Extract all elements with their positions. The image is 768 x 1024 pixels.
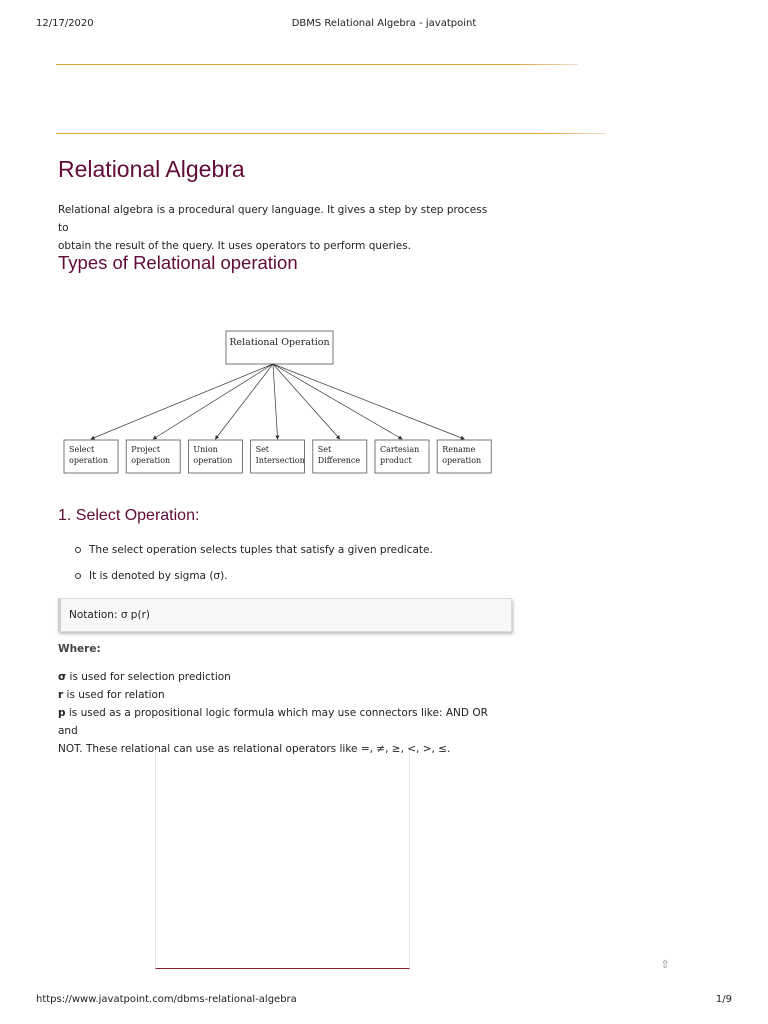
operation-node-label: Set: [255, 445, 270, 454]
connector-arrow: [153, 364, 273, 439]
r-definition: [58, 686, 498, 704]
operation-node-label: Select: [69, 445, 95, 454]
p-definition-cont: NOT. These relational can use as relational operators like =, ≠, ≥, <, >, ≤.: [58, 743, 451, 755]
intro-line-1: Relational algebra is a procedural query language. It gives a step by step process to: [58, 204, 488, 234]
embedded-image-frame: [155, 750, 410, 969]
header-divider: [56, 133, 606, 134]
page-title: Relational Algebra: [58, 156, 245, 182]
operation-node-label: Set: [317, 445, 332, 454]
notation-box: [58, 598, 512, 632]
bullet-icon: [75, 547, 81, 553]
bullet-item: [74, 543, 494, 557]
connector-arrow: [273, 364, 464, 439]
intro-paragraph: [58, 201, 498, 255]
intro-line-2: obtain the result of the query. It uses operators to perform queries.: [58, 240, 412, 252]
select-operation-heading: 1. Select Operation:: [58, 507, 200, 524]
p-text: is used as a propositional logic formula which may use connectors like: AND OR and: [58, 707, 488, 737]
connector-arrow: [91, 364, 273, 439]
definitions: [58, 668, 498, 758]
sigma-symbol: σ: [58, 671, 67, 683]
connector-arrow: [273, 364, 402, 439]
operation-node-label: product: [380, 456, 412, 465]
up-arrow-icon[interactable]: ⇧: [660, 958, 670, 971]
bullet-item: [74, 569, 494, 583]
bullet-text: The select operation selects tuples that satisfy a given predicate.: [89, 544, 433, 556]
p-symbol: p: [58, 707, 66, 719]
operation-node-label: Difference: [317, 456, 361, 465]
bullet-text: It is denoted by sigma (σ).: [89, 570, 228, 582]
select-bullets: [74, 543, 494, 595]
operation-node-label: operation: [131, 456, 171, 465]
operation-node-label: operation: [193, 456, 233, 465]
operation-node-label: operation: [69, 456, 109, 465]
relational-operations-diagram: [56, 326, 506, 478]
sigma-definition: [58, 668, 498, 686]
connector-arrow: [273, 364, 278, 439]
print-url[interactable]: https://www.javatpoint.com/dbms-relational-algebra: [36, 994, 297, 1005]
r-symbol: r: [58, 689, 64, 701]
operation-node-label: Intersection: [255, 456, 305, 465]
top-divider: [56, 64, 578, 65]
sigma-text: is used for selection prediction: [66, 671, 231, 683]
operation-node-label: Cartesian: [380, 445, 420, 454]
where-label: Where:: [58, 643, 101, 655]
r-text: is used for relation: [63, 689, 165, 701]
p-definition: [58, 704, 498, 740]
types-heading: Types of Relational operation: [58, 252, 298, 273]
connector-arrow: [273, 364, 340, 439]
operation-node-label: Rename: [442, 445, 476, 454]
connector-arrow: [215, 364, 273, 439]
bullet-icon: [75, 573, 81, 579]
operation-node-label: operation: [442, 456, 482, 465]
print-date: 12/17/2020: [36, 18, 94, 29]
root-node-label: Relational Operation: [229, 337, 330, 348]
operation-node-label: Project: [131, 445, 161, 454]
notation-text: Notation: σ p(r): [69, 609, 150, 621]
print-page-title: DBMS Relational Algebra - javatpoint: [291, 18, 477, 29]
print-page-number: 1/9: [715, 994, 732, 1005]
operation-node-label: Union: [193, 445, 218, 454]
